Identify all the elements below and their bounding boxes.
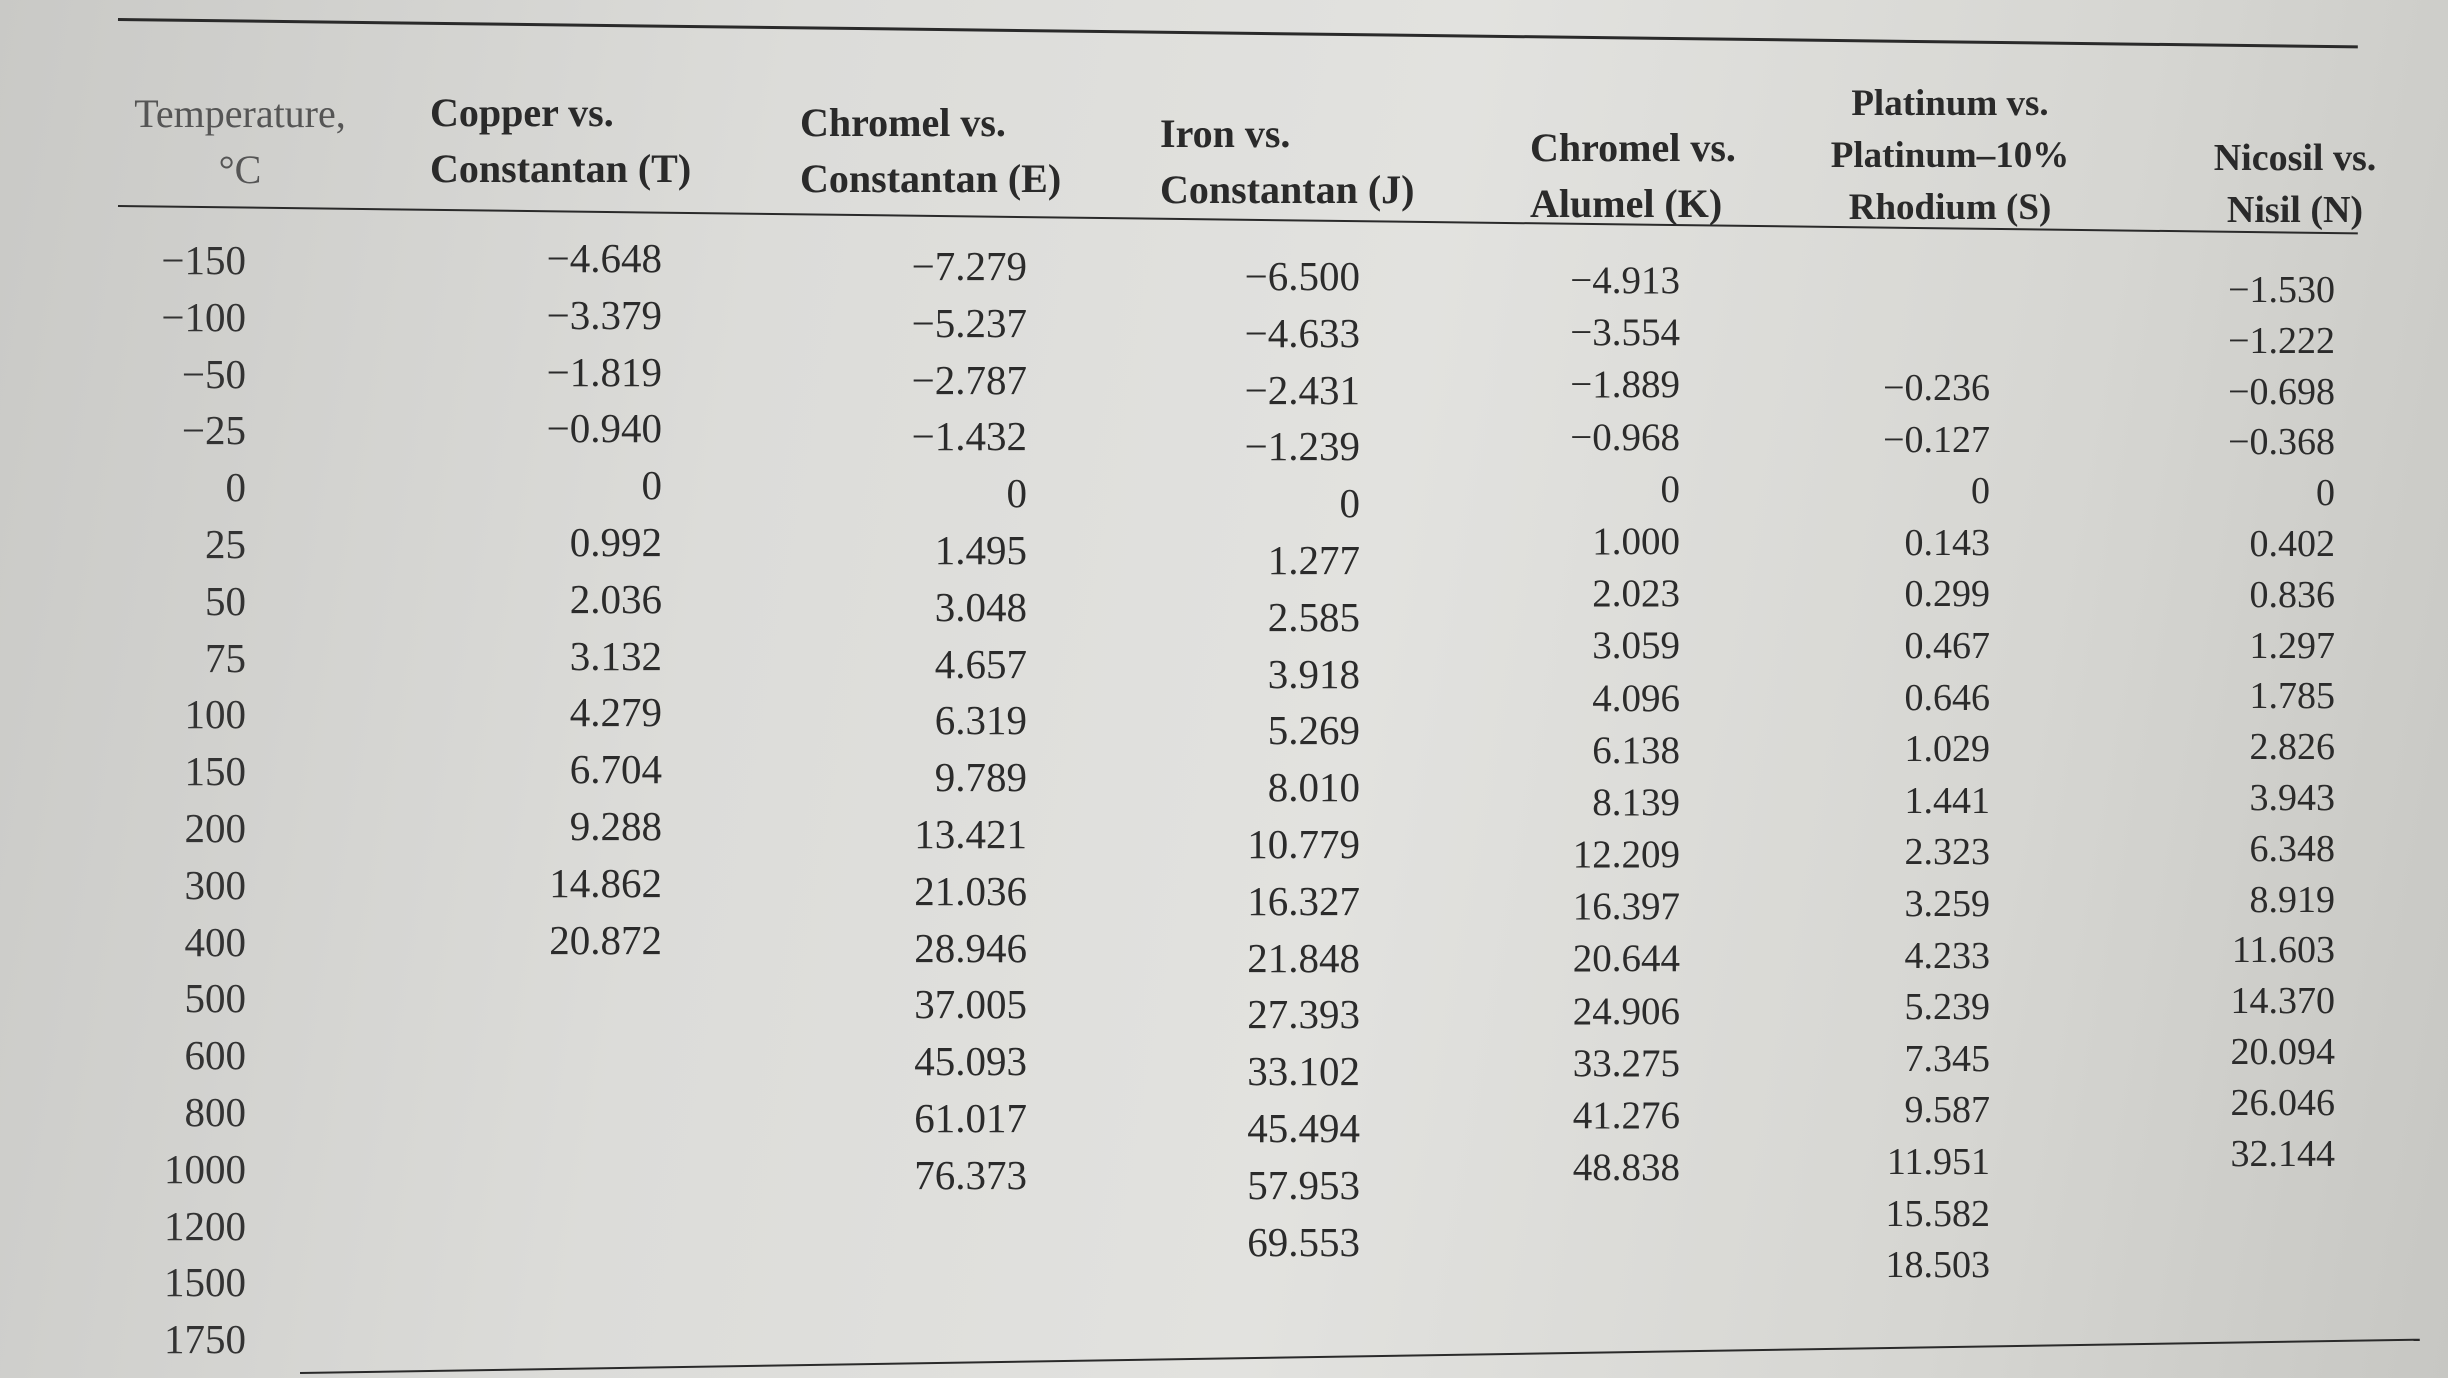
chromel-k-cell: 4.096 (1592, 676, 1680, 720)
chromel-k-cell: 3.059 (1592, 624, 1680, 668)
platinum-s-cell: 3.259 (1904, 882, 1990, 925)
platinum-s-cell: 0.646 (1904, 676, 1990, 719)
column-chromel-E (787, 238, 1027, 1204)
iron-j-cell: −1.239 (1244, 423, 1360, 470)
platinum-s-cell: 0.299 (1904, 573, 1990, 616)
header-chromel-k-line1: Chromel vs. (1530, 125, 1736, 170)
header-nicosil-n-line2: Nisil (N) (2226, 189, 2364, 231)
nicosil-n-cell: 20.094 (2230, 1030, 2335, 1073)
nicosil-n-cell: 32.144 (2230, 1132, 2335, 1175)
nicosil-n-cell: 8.919 (2249, 878, 2335, 921)
temperature-cell: −25 (181, 407, 246, 454)
temperature-cell: −50 (181, 350, 246, 397)
platinum-s-cell: 0.143 (1904, 521, 1990, 564)
platinum-s-cell: 5.239 (1904, 986, 1990, 1029)
nicosil-n-cell: 0 (2316, 472, 2335, 515)
header-platinum-s-line2: Platinum–10% (1830, 135, 2070, 176)
header-platinum-s-line1: Platinum vs. (1851, 83, 2049, 124)
chromel-e-cell: 1.495 (934, 526, 1027, 573)
chromel-k-cell: 20.644 (1572, 937, 1680, 981)
copper-cell: 9.288 (569, 802, 662, 849)
nicosil-n-cell: −0.698 (2228, 370, 2335, 413)
iron-j-cell: 16.327 (1247, 877, 1360, 924)
chromel-e-cell: −7.279 (911, 243, 1027, 289)
header-platinum-s (1820, 78, 2080, 234)
platinum-s-cell: 2.323 (1904, 831, 1990, 874)
chromel-e-cell: 3.048 (934, 583, 1027, 630)
copper-cell: 3.132 (569, 632, 662, 679)
platinum-s-cell: 15.582 (1885, 1192, 1990, 1235)
top-rule (118, 18, 2358, 48)
iron-j-cell: 33.102 (1247, 1048, 1360, 1095)
header-iron-j-line2: Constantan (J) (1160, 167, 1415, 212)
iron-j-cell: 3.918 (1267, 650, 1360, 697)
iron-j-cell: −4.633 (1244, 309, 1360, 356)
copper-cell: 14.862 (549, 859, 662, 906)
header-copper (430, 85, 750, 197)
nicosil-n-cell: 0.402 (2249, 522, 2335, 565)
platinum-s-cell: 0.467 (1904, 624, 1990, 667)
temperature-cell: −150 (161, 237, 246, 283)
chromel-e-cell: −1.432 (911, 413, 1027, 460)
platinum-s-cell: 1.441 (1904, 779, 1990, 822)
copper-cell: 6.704 (569, 746, 662, 793)
iron-j-cell: −2.431 (1244, 366, 1360, 413)
temperature-cell: 100 (184, 691, 246, 738)
iron-j-cell: 27.393 (1247, 991, 1360, 1038)
copper-cell: 4.279 (569, 689, 662, 736)
temperature-cell: 50 (205, 577, 246, 624)
column-copper-T (422, 230, 662, 968)
chromel-k-cell: 48.838 (1572, 1146, 1680, 1190)
temperature-cell: 25 (205, 520, 246, 567)
copper-cell: 0.992 (569, 518, 662, 565)
chromel-e-cell: 13.421 (914, 810, 1027, 857)
header-copper-line2: Constantan (T) (430, 146, 692, 191)
temperature-cell: 400 (184, 918, 246, 965)
column-nicosil-N (2095, 265, 2335, 1179)
temperature-cell: 300 (184, 861, 246, 908)
copper-cell: −0.940 (546, 405, 662, 452)
chromel-e-cell: −5.237 (911, 299, 1027, 346)
chromel-e-cell: −2.787 (911, 356, 1027, 403)
copper-cell: 20.872 (549, 916, 662, 963)
temperature-cell: 200 (184, 804, 246, 851)
nicosil-n-cell: 26.046 (2230, 1081, 2335, 1124)
nicosil-n-cell: 1.785 (2249, 675, 2335, 718)
chromel-k-cell: 0 (1660, 467, 1680, 511)
temperature-cell: 1750 (164, 1316, 246, 1363)
nicosil-n-cell: 3.943 (2249, 776, 2335, 819)
column-platinum-S (1750, 363, 1990, 1292)
column-iron-J (1120, 248, 1360, 1270)
iron-j-cell: 10.779 (1247, 820, 1360, 867)
iron-j-cell: 21.848 (1247, 934, 1360, 981)
platinum-s-cell: 4.233 (1904, 934, 1990, 977)
chromel-e-cell: 9.789 (934, 754, 1027, 801)
platinum-s-cell: 11.951 (1886, 1140, 1990, 1183)
temperature-cell: 600 (184, 1032, 246, 1079)
chromel-e-cell: 28.946 (914, 924, 1027, 971)
copper-cell: −4.648 (546, 235, 662, 281)
iron-j-cell: −6.500 (1244, 253, 1360, 299)
copper-cell: −3.379 (546, 291, 662, 338)
chromel-e-cell: 4.657 (934, 640, 1027, 687)
platinum-s-cell: 1.029 (1904, 728, 1990, 771)
nicosil-n-cell: 1.297 (2249, 624, 2335, 667)
header-iron-j-line1: Iron vs. (1160, 111, 1291, 156)
chromel-k-cell: 16.397 (1572, 885, 1680, 929)
copper-cell: −1.819 (546, 348, 662, 395)
chromel-e-cell: 37.005 (914, 981, 1027, 1028)
chromel-e-cell: 21.036 (914, 867, 1027, 914)
column-temperature (96, 232, 246, 1368)
nicosil-n-cell: 11.603 (2231, 929, 2335, 972)
platinum-s-cell: 9.587 (1904, 1089, 1990, 1132)
header-temperature-line1: Temperature, (134, 91, 346, 136)
iron-j-cell: 57.953 (1247, 1161, 1360, 1208)
iron-j-cell: 8.010 (1267, 764, 1360, 811)
column-chromel-K (1440, 255, 1680, 1194)
platinum-s-cell: 7.345 (1904, 1037, 1990, 1080)
chromel-k-cell: 24.906 (1572, 989, 1680, 1033)
chromel-k-cell: −0.968 (1570, 415, 1680, 459)
iron-j-cell: 45.494 (1247, 1104, 1360, 1151)
iron-j-cell: 1.277 (1267, 536, 1360, 583)
chromel-e-cell: 61.017 (914, 1094, 1027, 1141)
temperature-cell: 800 (184, 1088, 246, 1135)
platinum-s-cell: −0.127 (1883, 418, 1990, 461)
chromel-k-cell: −3.554 (1570, 311, 1680, 355)
header-chromel-e-line1: Chromel vs. (800, 100, 1006, 145)
platinum-s-cell: −0.236 (1883, 367, 1990, 409)
chromel-k-cell: 6.138 (1592, 728, 1680, 772)
temperature-cell: 150 (184, 748, 246, 795)
header-temperature (115, 86, 365, 198)
header-nicosil-n-line1: Nicosil vs. (2213, 137, 2377, 179)
chromel-e-cell: 6.319 (934, 697, 1027, 744)
iron-j-cell: 2.585 (1267, 593, 1360, 640)
nicosil-n-cell: −1.222 (2228, 319, 2335, 362)
nicosil-n-cell: 14.370 (2230, 980, 2335, 1023)
header-copper-line1: Copper vs. (430, 90, 614, 135)
iron-j-cell: 5.269 (1267, 707, 1360, 754)
chromel-e-cell: 76.373 (914, 1151, 1027, 1198)
header-chromel-k (1530, 120, 1780, 232)
chromel-k-cell: 12.209 (1572, 833, 1680, 877)
header-temperature-line2: °C (218, 147, 262, 192)
chromel-k-cell: 33.275 (1572, 1041, 1680, 1085)
bottom-rule (300, 1339, 2420, 1374)
header-chromel-e (800, 95, 1120, 207)
temperature-cell: 1200 (164, 1202, 246, 1249)
nicosil-n-cell: 0.836 (2249, 573, 2335, 616)
temperature-cell: 0 (225, 464, 246, 511)
iron-j-cell: 69.553 (1247, 1218, 1360, 1265)
header-nicosil-n (2170, 132, 2420, 236)
header-chromel-e-line2: Constantan (E) (800, 156, 1062, 201)
temperature-cell: 1500 (164, 1259, 246, 1306)
temperature-cell: −100 (161, 293, 246, 340)
nicosil-n-cell: −0.368 (2228, 421, 2335, 464)
nicosil-n-cell: 6.348 (2249, 827, 2335, 870)
copper-cell: 2.036 (569, 575, 662, 622)
chromel-e-cell: 0 (1006, 470, 1027, 517)
platinum-s-cell: 0 (1971, 470, 1990, 513)
platinum-s-cell: 18.503 (1885, 1244, 1990, 1287)
chromel-k-cell: 1.000 (1592, 519, 1680, 563)
copper-cell: 0 (641, 462, 662, 509)
chromel-k-cell: −4.913 (1570, 259, 1680, 302)
header-platinum-s-line3: Rhodium (S) (1848, 187, 2052, 228)
temperature-cell: 75 (205, 634, 246, 681)
header-iron-j (1160, 106, 1460, 218)
temperature-cell: 1000 (164, 1145, 246, 1192)
chromel-k-cell: −1.889 (1570, 363, 1680, 407)
chromel-k-cell: 41.276 (1572, 1094, 1680, 1137)
nicosil-n-cell: 2.826 (2249, 726, 2335, 769)
chromel-e-cell: 45.093 (914, 1038, 1027, 1085)
temperature-cell: 500 (184, 975, 246, 1022)
iron-j-cell: 0 (1339, 480, 1360, 527)
header-chromel-k-line2: Alumel (K) (1530, 181, 1723, 226)
nicosil-n-cell: −1.530 (2228, 269, 2335, 311)
chromel-k-cell: 2.023 (1592, 572, 1680, 616)
chromel-k-cell: 8.139 (1592, 780, 1680, 824)
